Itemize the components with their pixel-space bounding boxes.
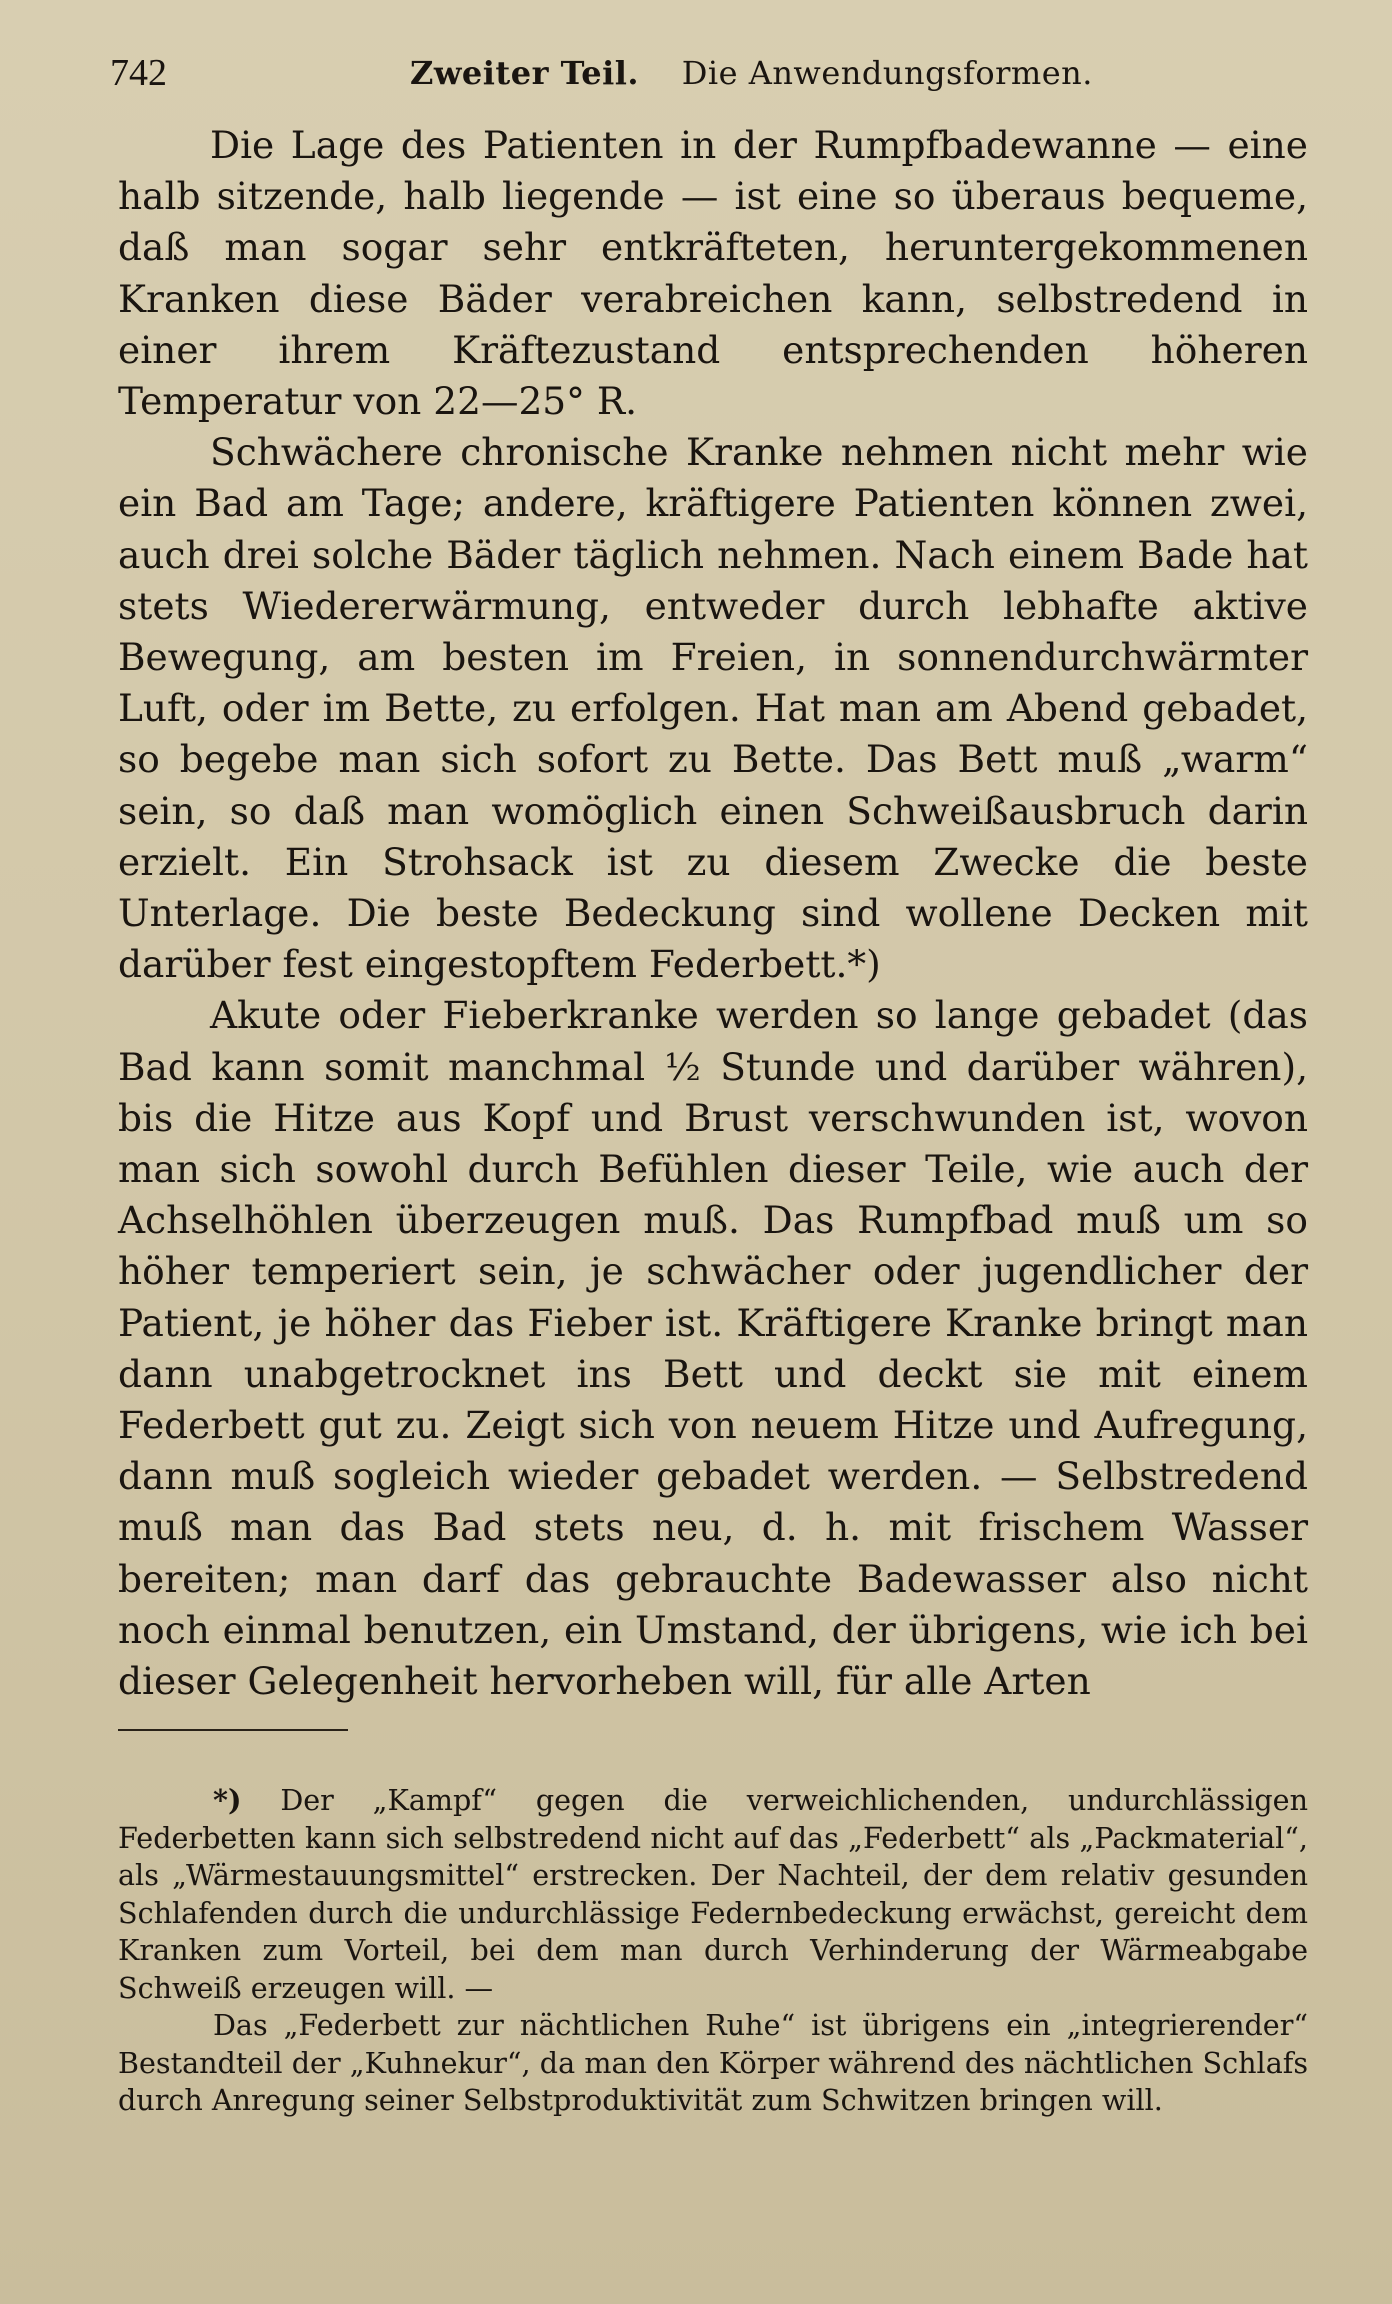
footnote-marker: *) bbox=[213, 1783, 242, 1817]
paragraph-3: Akute oder Fieberkranke werden so lange gebadet (das Bad kann somit manchmal ½ Stunde und darüber währen), bis die Hitze aus Kopf und Brust verschwunden ist, wovon man sich sowohl durch Befühlen dieser Teile, wie auch der Achselhöhlen überzeugen muß. Das Rumpfbad muß um so höher temperiert sein, je schwächer oder jugendlicher der Patient, je höher das Fieber ist. Kräftigere Kranke bringt man dann unabgetrocknet ins Bett und deckt sie mit einem Federbett gut zu. Zeigt sich von neuem Hitze und Aufregung, dann muß sogleich wieder gebadet werden. — Selbstredend muß man das Bad stets neu, d. h. mit frischem Wasser bereiten; man darf das gebrauchte Badewasser also nicht noch einmal benutzen, ein Umstand, der übrigens, wie ich bei dieser Gelegenheit hervorheben will, für alle Arten bbox=[118, 993, 1308, 1704]
running-head bbox=[410, 54, 1093, 92]
paragraph-1: Die Lage des Patienten in der Rumpfbadewanne — eine halb sitzende, halb liegende — ist eine so überaus bequeme, daß man sogar sehr entkräfteten, heruntergekommenen Kranken diese Bäder verabreichen kann, selbstredend in einer ihrem Kräftezustand entsprechenden höheren Temperatur von 22—25° R. bbox=[118, 123, 1308, 424]
running-head-spacer bbox=[650, 54, 671, 92]
running-head-section: Die Anwendungsformen. bbox=[681, 54, 1093, 92]
footnotes bbox=[118, 1782, 1308, 2120]
footnote-2: Das „Federbett zur nächtlichen Ruhe“ ist übrigens ein „integrierender“ Bestandteil der „Kuhnekur“, da man den Körper während des nächtlichen Schlafs durch Anregung seiner Selbstproduktivität zum Schwitzen bringen will. bbox=[118, 2008, 1308, 2117]
page-number: 742 bbox=[110, 52, 167, 94]
footnote-1 bbox=[118, 1782, 1308, 2007]
main-text bbox=[118, 120, 1308, 1707]
footnote-1-text: Der „Kampf“ gegen die verweichlichenden, undurchlässigen Federbetten kann sich selbstredend nicht auf das „Federbett“ als „Packmaterial“, als „Wärmestauungsmittel“ erstrecken. Der Nachteil, der dem relativ gesunden Schlafenden durch die undurchlässige Federnbedeckung erwächst, gereicht dem Kranken zum Vorteil, bei dem man durch Verhinderung der Wärmeabgabe Schweiß erzeugen will. — bbox=[118, 1783, 1308, 2005]
footnote-divider bbox=[118, 1729, 348, 1731]
running-head-part: Zweiter Teil. bbox=[410, 54, 640, 92]
page-header bbox=[110, 38, 1310, 108]
paragraph-2: Schwächere chronische Kranke nehmen nicht mehr wie ein Bad am Tage; andere, kräftigere Patienten können zwei, auch drei solche Bäder täglich nehmen. Nach einem Bade hat stets Wiedererwärmung, entweder durch lebhafte aktive Bewegung, am besten im Freien, in sonnendurchwärmter Luft, oder im Bette, zu erfolgen. Hat man am Abend gebadet, so begebe man sich sofort zu Bette. Das Bett muß „warm“ sein, so daß man womöglich einen Schweißausbruch darin erzielt. Ein Strohsack ist zu diesem Zwecke die beste Unterlage. Die beste Bedeckung sind wollene Decken mit darüber fest eingestopftem Federbett.*) bbox=[118, 430, 1308, 987]
